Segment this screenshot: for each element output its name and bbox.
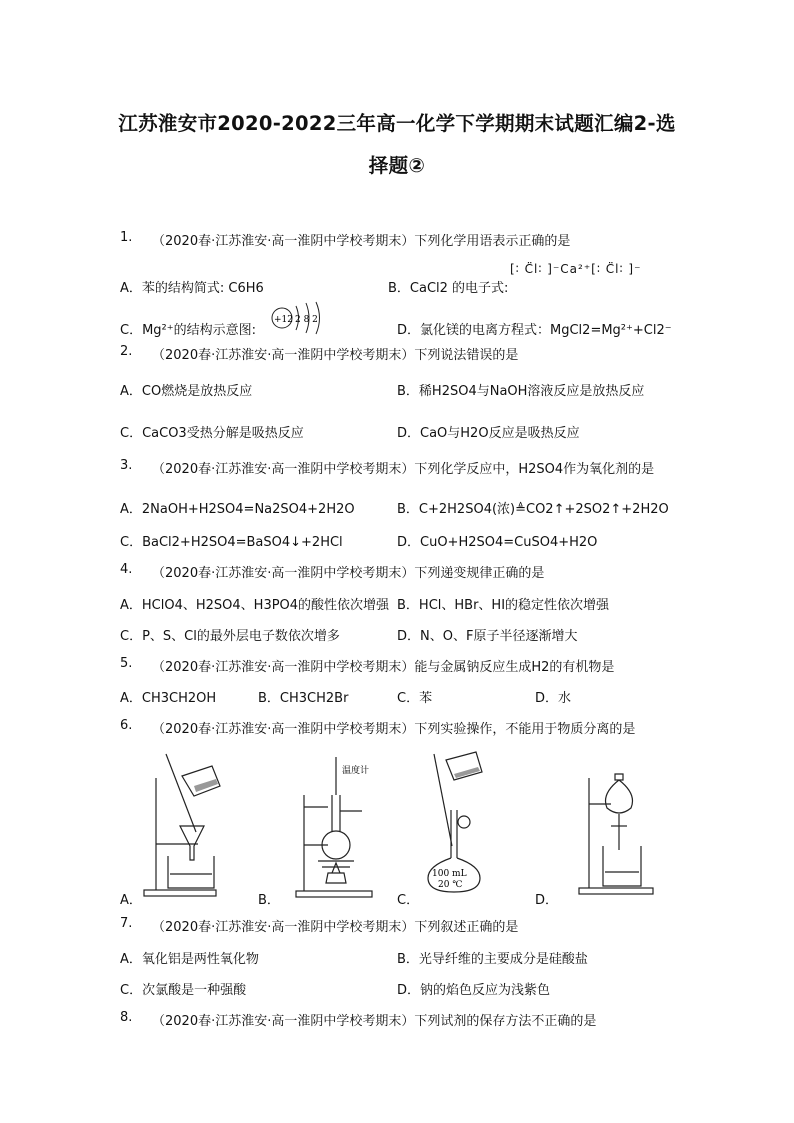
option-a: A．苯的结构简式: C6H6: [120, 281, 264, 296]
question-number: 1.: [120, 230, 133, 245]
option-c: C．BaCl2+H2SO4=BaSO4↓+2HCl: [120, 535, 343, 550]
svg-text:2 8 2: 2 8 2: [295, 315, 318, 325]
page-title-line2: 择题②: [368, 154, 426, 177]
option-d: D．CuO+H2SO4=CuSO4+H2O: [397, 535, 598, 550]
option-d: D．: [535, 893, 559, 908]
mg-ion-structure-diagram: [268, 300, 328, 336]
page-title-line1: 江苏淮安市2020-2022三年高一化学下学期期末试题汇编2-选: [118, 112, 676, 135]
question-stem: （2020春·江苏淮安·高一淮阴中学校考期末）下列化学用语表示正确的是: [152, 234, 571, 249]
option-c: C．苯: [397, 691, 433, 706]
question-stem: （2020春·江苏淮安·高一淮阴中学校考期末）下列试剂的保存方法不正确的是: [152, 1014, 597, 1029]
option-c: C．P、S、Cl的最外层电子数依次增多: [120, 629, 340, 644]
volumetric-flask-diagram: [418, 750, 518, 900]
option-a: A．氧化铝是两性氧化物: [120, 952, 259, 967]
option-d: D．CaO与H2O反应是吸热反应: [397, 426, 580, 441]
option-b: B．CaCl2 的电子式:: [388, 281, 509, 296]
option-b: B．稀H2SO4与NaOH溶液反应是放热反应: [397, 384, 645, 399]
flask-temperature-label: 20 ℃: [438, 880, 463, 890]
electron-formula: [∶ C̈l∶ ]⁻Ca²⁺[∶ C̈l∶ ]⁻: [510, 262, 642, 276]
question-number: 2.: [120, 344, 133, 359]
question-number: 4.: [120, 562, 133, 577]
filtration-apparatus-diagram: [138, 748, 238, 900]
option-a: A．CO燃烧是放热反应: [120, 384, 253, 399]
question-stem: （2020春·江苏淮安·高一淮阴中学校考期末）下列化学反应中，H2SO4作为氧化剂的是: [152, 462, 655, 477]
option-a: A．HClO4、H2SO4、H3PO4的酸性依次增强: [120, 598, 390, 613]
question-stem: （2020春·江苏淮安·高一淮阴中学校考期末）下列实验操作，不能用于物质分离的是: [152, 722, 636, 737]
question-stem: （2020春·江苏淮安·高一淮阴中学校考期末）下列叙述正确的是: [152, 920, 519, 935]
question-number: 3.: [120, 458, 133, 473]
option-b: B．HCl、HBr、HI的稳定性依次增强: [397, 598, 610, 613]
option-b: B．CH3CH2Br: [258, 691, 349, 706]
option-d: D．水: [535, 691, 572, 706]
question-number: 6.: [120, 718, 133, 733]
option-a: A．2NaOH+H2SO4=Na2SO4+2H2O: [120, 502, 355, 517]
question-number: 8.: [120, 1010, 133, 1025]
option-d: D．钠的焰色反应为浅紫色: [397, 983, 551, 998]
svg-text:+12: +12: [274, 315, 293, 325]
question-stem: （2020春·江苏淮安·高一淮阴中学校考期末）下列递变规律正确的是: [152, 566, 545, 581]
option-c: C．CaCO3受热分解是吸热反应: [120, 426, 304, 441]
flask-volume-label: 100 mL: [432, 869, 467, 879]
option-b: B．光导纤维的主要成分是硅酸盐: [397, 952, 588, 967]
option-b: B．: [258, 893, 280, 908]
thermometer-label: 温度计: [342, 766, 370, 776]
option-a: A．: [120, 893, 142, 908]
option-d: D．氯化镁的电离方程式：MgCl2=Mg²⁺+Cl2⁻: [397, 323, 672, 338]
option-b: B．C+2H2SO4(浓)≜CO2↑+2SO2↑+2H2O: [397, 502, 669, 517]
option-c: C．Mg²⁺的结构示意图:: [120, 323, 256, 338]
option-a: A．CH3CH2OH: [120, 691, 217, 706]
question-number: 7.: [120, 916, 133, 931]
question-stem: （2020春·江苏淮安·高一淮阴中学校考期末）下列说法错误的是: [152, 348, 519, 363]
distillation-apparatus-diagram: [292, 755, 412, 900]
separatory-funnel-diagram: [575, 770, 665, 900]
option-c: C．: [397, 893, 420, 908]
option-c: C．次氯酸是一种强酸: [120, 983, 247, 998]
question-stem: （2020春·江苏淮安·高一淮阴中学校考期末）能与金属钠反应生成H2的有机物是: [152, 660, 615, 675]
option-d: D．N、O、F原子半径逐渐增大: [397, 629, 578, 644]
question-number: 5.: [120, 656, 133, 671]
